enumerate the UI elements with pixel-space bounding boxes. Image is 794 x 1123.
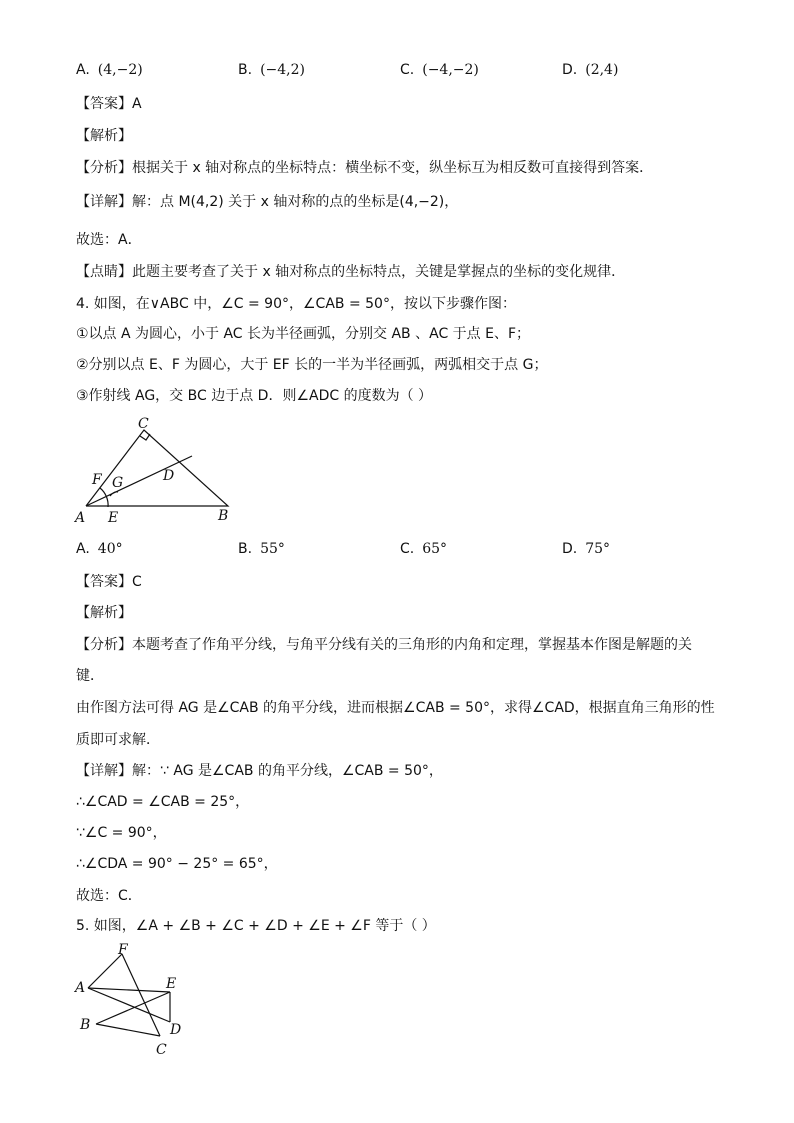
q4-detail-1: 【详解】解：∵ AG 是∠CAB 的角平分线，∠CAB = 50°， — [76, 763, 443, 779]
option-letter: B. — [238, 541, 253, 557]
option-value: (2,4) — [585, 62, 619, 78]
ray-ag — [86, 456, 192, 506]
q4-detail-4: ∴∠CDA = 90° − 25° = 65°， — [76, 856, 278, 872]
q3-option-d — [562, 62, 618, 78]
option-letter: D. — [562, 62, 578, 78]
label-c: C — [156, 1042, 167, 1058]
q4-step1: ①以点 A 为圆心，小于 AC 长为半径画弧，分别交 AB 、AC 于点 E、F； — [76, 326, 531, 342]
q4-option-b — [238, 541, 285, 557]
label-d: D — [163, 468, 175, 484]
segment-ae — [88, 988, 170, 992]
q4-method-2: 质即可求解． — [76, 732, 160, 748]
q4-option-d — [562, 541, 610, 557]
q4-option-c — [400, 541, 447, 557]
option-value: 65° — [422, 541, 448, 557]
q3-option-c — [400, 62, 479, 78]
q3-choose: 故选：A． — [76, 232, 142, 248]
option-letter: A. — [76, 541, 90, 557]
option-letter: C. — [400, 541, 415, 557]
option-value: (−4,2) — [260, 62, 305, 78]
q4-jiexi: 【解析】 — [76, 605, 132, 621]
q4-triangle-figure — [70, 412, 250, 532]
option-letter: C. — [400, 62, 415, 78]
option-letter: B. — [238, 62, 253, 78]
q4-step3: ③作射线 AG，交 BC 边于点 D．则∠ADC 的度数为（ ） — [76, 388, 433, 404]
option-value: (−4,−2) — [422, 62, 479, 78]
q4-answer: 【答案】C — [76, 574, 142, 590]
q4-analysis-1: 【分析】本题考查了作角平分线，与角平分线有关的三角形的内角和定理，掌握基本作图是解题的关 — [76, 637, 692, 653]
q4-option-a — [76, 541, 123, 557]
option-value: 40° — [97, 541, 123, 557]
q4-detail-3: ∵∠C = 90°， — [76, 825, 167, 841]
label-e: E — [108, 510, 119, 526]
q5-star-figure — [70, 942, 200, 1062]
q5-stem: 5. 如图，∠A + ∠B + ∠C + ∠D + ∠E + ∠F 等于（ ） — [76, 918, 436, 934]
segment-be — [96, 992, 170, 1024]
segment-fa — [88, 954, 122, 988]
segment-fc — [122, 954, 160, 1036]
triangle-outline — [86, 430, 228, 506]
q3-option-a — [76, 62, 143, 78]
q3-answer: 【答案】A — [76, 96, 142, 112]
label-e: E — [166, 976, 177, 992]
q4-analysis-2: 键． — [76, 668, 104, 684]
label-b: B — [218, 508, 229, 524]
segment-bc — [96, 1024, 160, 1036]
option-value: 55° — [260, 541, 285, 557]
option-value: 75° — [585, 541, 611, 557]
q4-stem: 4. 如图，在∨ABC 中，∠C = 90°，∠CAB = 50°，按以下步骤作图： — [76, 296, 516, 312]
label-f: F — [118, 942, 128, 958]
label-g: G — [112, 475, 124, 491]
label-b: B — [80, 1017, 91, 1033]
option-value: (4,−2) — [97, 62, 143, 78]
option-letter: A. — [76, 62, 90, 78]
right-angle-mark — [140, 434, 150, 440]
q4-step2: ②分别以点 E、F 为圆心，大于 EF 长的一半为半径画弧，两弧相交于点 G； — [76, 357, 548, 373]
label-d: D — [170, 1022, 182, 1038]
segment-ad — [88, 988, 170, 1022]
q4-detail-2: ∴∠CAD = ∠CAB = 25°， — [76, 794, 250, 810]
q4-method-1: 由作图方法可得 AG 是∠CAB 的角平分线，进而根据∠CAB = 50°，求得∠CAD，根据直角三角形的性 — [76, 700, 715, 716]
q4-choose: 故选：C． — [76, 888, 142, 904]
q3-jiexi: 【解析】 — [76, 128, 132, 144]
q3-analysis: 【分析】根据关于 x 轴对称点的坐标特点：横坐标不变，纵坐标互为相反数可直接得到答案． — [76, 160, 654, 176]
option-letter: D. — [562, 541, 578, 557]
q3-detail: 【详解】解：点 M(4,2) 关于 x 轴对称的点的坐标是(4,−2)， — [76, 194, 459, 210]
label-f: F — [92, 472, 102, 488]
label-c: C — [138, 416, 149, 432]
arc-g — [110, 492, 118, 496]
label-a: A — [75, 510, 86, 526]
q3-comment: 【点睛】此题主要考查了关于 x 轴对称点的坐标特点，关键是掌握点的坐标的变化规律． — [76, 264, 626, 280]
q3-option-b — [238, 62, 305, 78]
label-a: A — [75, 980, 86, 996]
